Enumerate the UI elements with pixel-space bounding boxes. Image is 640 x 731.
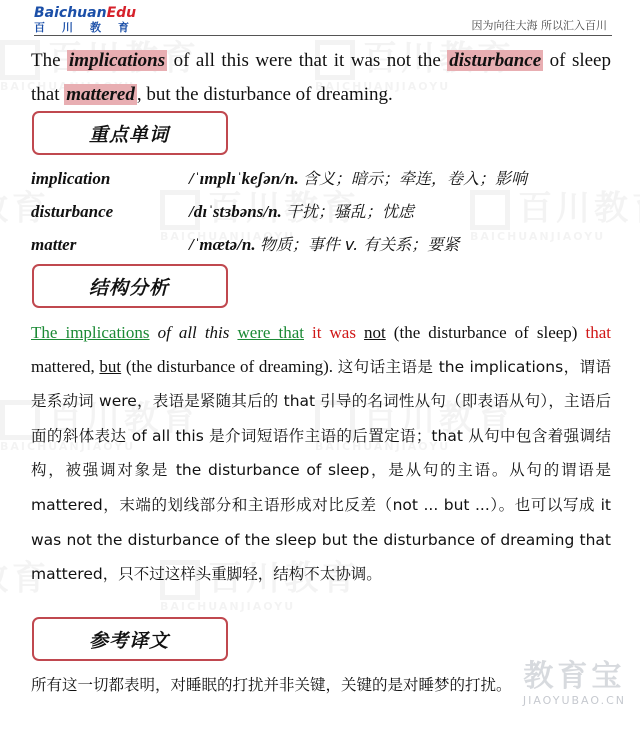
section-title: 参考译文 bbox=[89, 630, 170, 652]
section-header-structure bbox=[32, 264, 228, 308]
vocab-entry: implication /ˈɪmplɪˈkeʃən/n. 含义；暗示；牵连，卷入；影响 bbox=[31, 169, 527, 188]
section-title: 重点单词 bbox=[89, 124, 170, 146]
vocab-list bbox=[31, 162, 631, 261]
logo-subtitle: 百川教育 bbox=[34, 21, 146, 34]
vocab-entry: matter /ˈmætə/n. 物质；事件 v. 有关系；要紧 bbox=[31, 235, 460, 254]
highlight-implications: implications bbox=[69, 50, 166, 71]
highlight-mattered: mattered bbox=[66, 84, 135, 105]
logo-brand: BaichuanEdu bbox=[34, 5, 137, 21]
header-tagline: 因为向往大海 所以汇入百川 bbox=[471, 19, 607, 32]
section-header-vocab bbox=[32, 111, 228, 155]
corner-watermark: 教育宝 JIAOYUBAO.CN bbox=[522, 659, 626, 707]
highlight-disturbance: disturbance bbox=[449, 50, 542, 71]
section-title: 结构分析 bbox=[89, 277, 170, 299]
structure-analysis: The implications of all this were that it was not (the disturbance of sleep) that mattered, but (the disturbance of dreaming). 这句话主语是 the implications，谓语是系动词 were，表语是紧随其后的 that 引导的名词性从句（即表语从句），主语后面的斜体表达 of all this 是介词短语作主语的后置定语；that 从句中包含着强调结构，被强调对象是 the disturbance of sleep，是从句的主语。从句的谓语是 mattered，末端的划线部分和主语形成对比反差（not ... but ...）。也可以写成 it was not the disturbance of the sleep but the disturbance of dreaming that mattered，只不过这样头重脚轻，结构不太协调。 bbox=[31, 323, 612, 584]
example-sentence: The implications of all this were that it was not the disturbance of sleep that mattered , but the disturbance of dreaming. bbox=[31, 50, 611, 105]
brand-logo bbox=[34, 5, 146, 34]
reference-translation: 所有这一切都表明，对睡眠的打扰并非关键，关键的是对睡梦的打扰。 bbox=[31, 676, 512, 694]
header-divider bbox=[34, 35, 612, 36]
vocab-entry: disturbance /dɪˈstɜbəns/n. 干扰；骚乱；忧虑 bbox=[31, 202, 415, 221]
section-header-translation bbox=[32, 617, 228, 661]
